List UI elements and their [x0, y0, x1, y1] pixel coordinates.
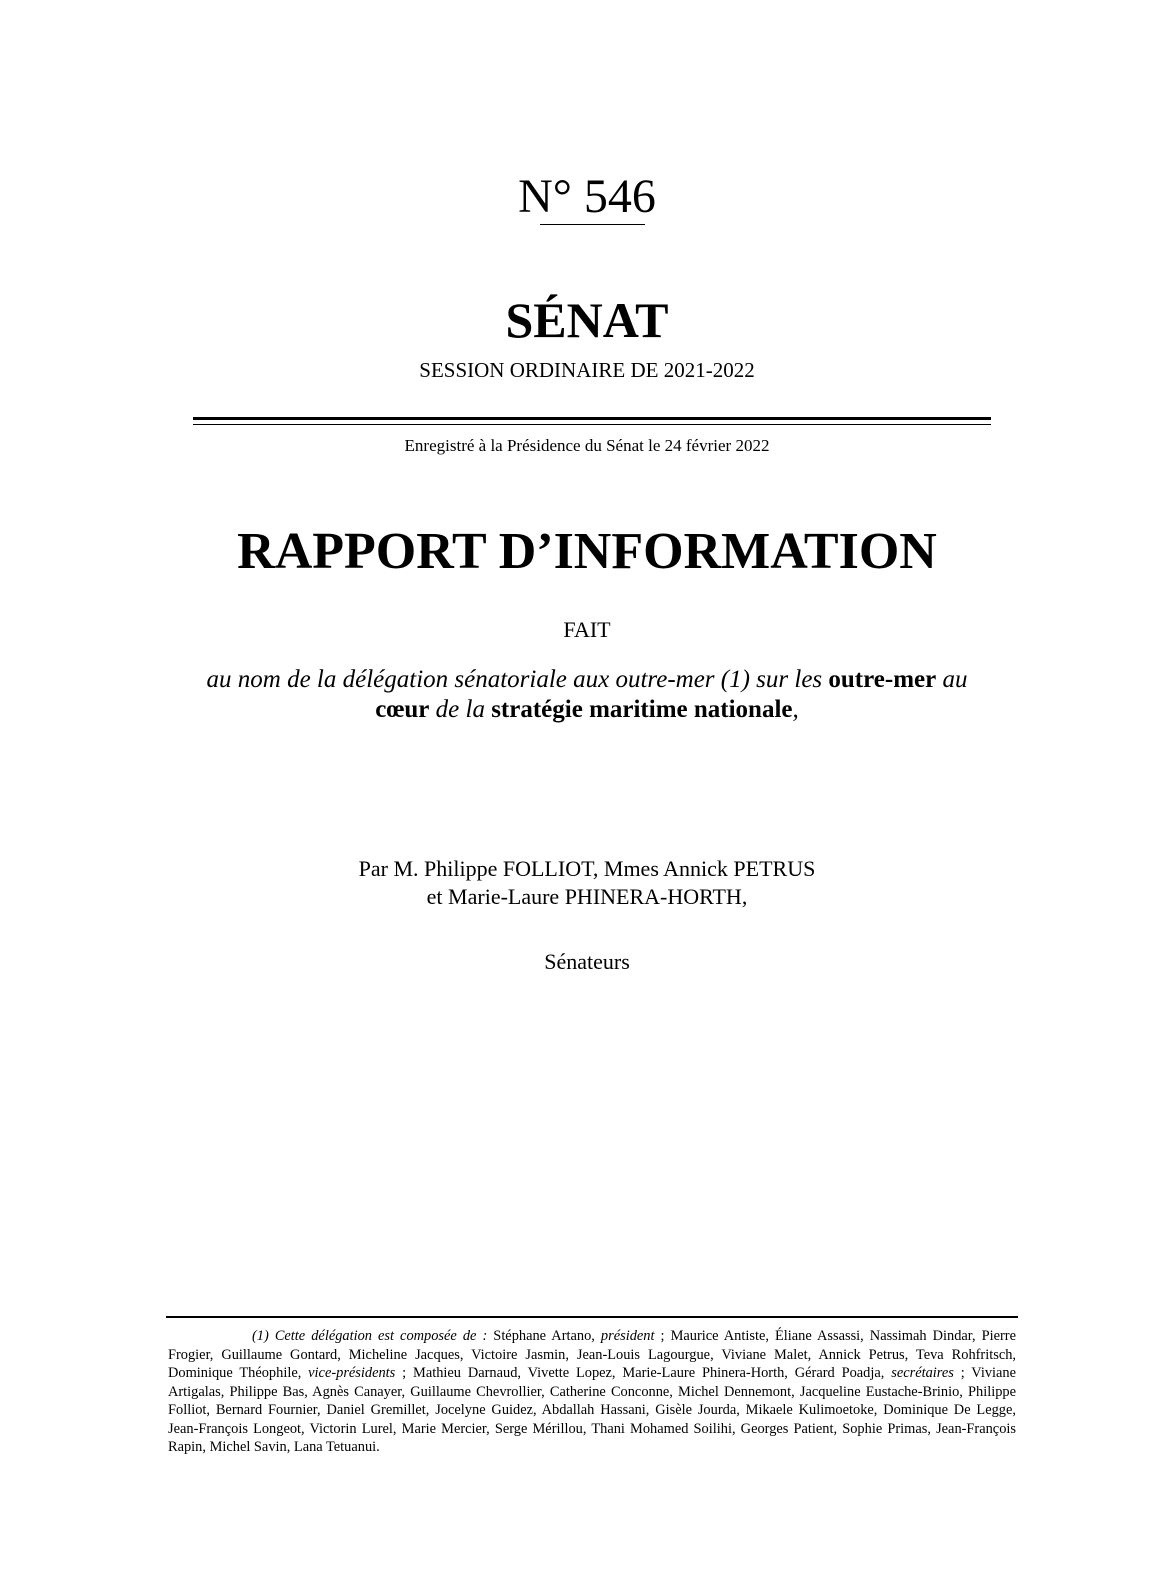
number-underline: [540, 224, 645, 225]
footnote-vp-label: vice-présidents: [308, 1365, 396, 1381]
subject-part: de la: [429, 696, 492, 723]
institution-title: SÉNAT: [505, 292, 669, 348]
footnote-secretary-names: ; Mathieu Darnaud, Vivette Lopez, Marie-Laure Phinera-Horth, Gérard Poadja,: [395, 1365, 892, 1381]
fait-label: FAIT: [563, 617, 611, 642]
subject-part: outre-mer: [828, 666, 937, 693]
authors-line: Par M. Philippe FOLLIOT, Mmes Annick PETRUS: [358, 856, 816, 881]
subject-part: au nom de la délégation sénatoriale aux outre-mer (1) sur les: [206, 666, 829, 693]
subject-part: au: [936, 666, 968, 693]
footnote-intro: (1) Cette délégation est composée de :: [252, 1328, 488, 1344]
registration-date: Enregistré à la Présidence du Sénat le 24 février 2022: [404, 436, 770, 455]
footnote-president-label: président: [600, 1328, 655, 1344]
footnote-rule: [166, 1316, 1018, 1318]
footnote-vp-names: ; Maurice Antiste, Éliane Assassi, Nassimah Dindar, Pierre Frogier, Guillaume Gontard, Micheline Jacques, Victoire Jasmin, Jean-Louis Lagourgue, Viviane Malet, Annick Petrus, Teva Rohfritsch, Dominique Théophile,: [168, 1328, 1016, 1381]
subject-part: cœur: [375, 696, 430, 723]
session-label: SESSION ORDINAIRE DE 2021-2022: [419, 358, 755, 382]
report-title: RAPPORT D’INFORMATION: [237, 523, 937, 580]
footnote: [168, 1327, 1016, 1457]
footnote-secretary-label: secrétaires: [891, 1365, 954, 1381]
footnote-members: ; Viviane Artigalas, Philippe Bas, Agnès Canayer, Guillaume Chevrollier, Catherine Conconne, Michel Dennemont, Jacqueline Eustache-Brinio, Philippe Folliot, Bernard Fournier, Daniel Gremillet, Jocelyne Guidez, Abdallah Hassani, Gisèle Jourda, Mikaele Kulimoetoke, Dominique De Legge, Jean-François Longeot, Victorin Lurel, Marie Mercier, Serge Mérillou, Thani Mohamed Soilihi, Georges Patient, Sophie Primas, Jean-François Rapin, Michel Savin, Lana Tetuanui.: [168, 1365, 1016, 1455]
authors: [0, 855, 1174, 911]
header-rule-thick: [193, 417, 991, 420]
authors-line: et Marie-Laure PHINERA-HORTH,: [426, 884, 748, 909]
authors-role: Sénateurs: [544, 949, 630, 974]
document-number: N° 546: [518, 170, 656, 223]
footnote-president-names: Stéphane Artano,: [487, 1328, 601, 1344]
subject-part: ,: [792, 696, 799, 723]
header-rule-thin: [193, 424, 991, 425]
subject-part: stratégie maritime nationale: [491, 696, 793, 723]
report-subject: [170, 665, 1004, 725]
